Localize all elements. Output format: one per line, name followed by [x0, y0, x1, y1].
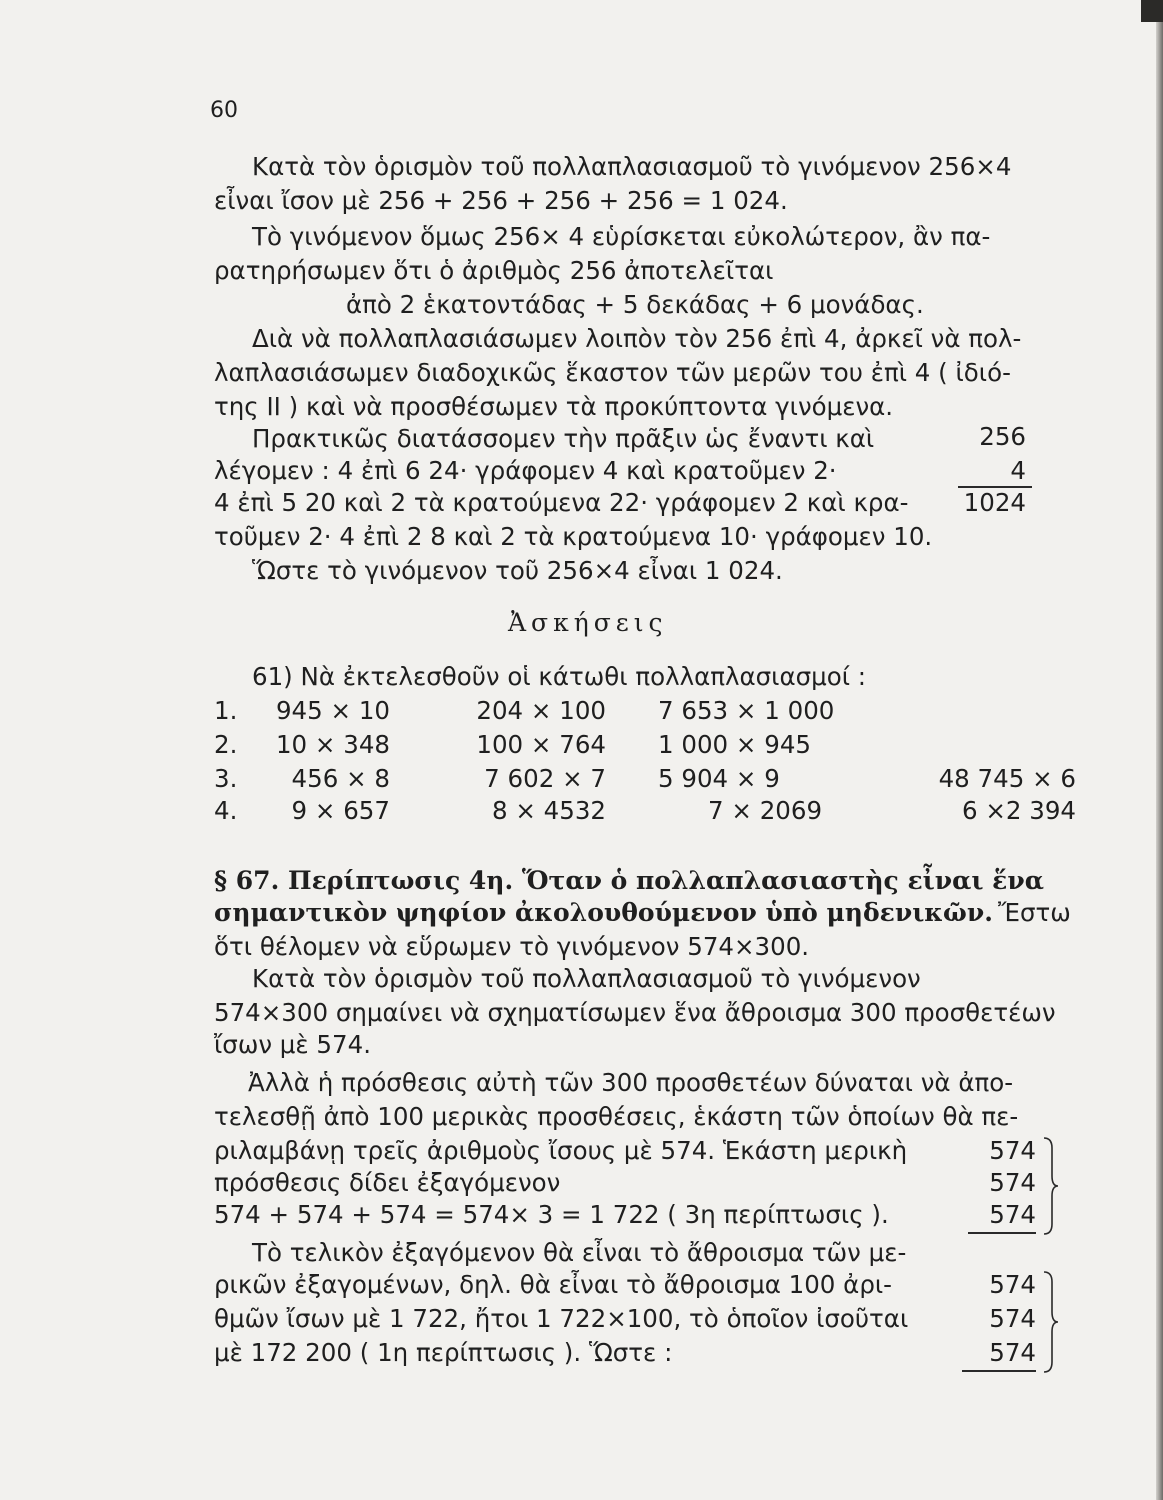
section-line-11: ρικῶν ἐξαγομένων, δηλ. θὰ εἶναι τὸ ἄθροισμα 100 ἀρι- — [214, 1270, 893, 1299]
intro-line-10: λέγομεν : 4 ἐπὶ 6 24· γράφομεν 4 καὶ κρατοῦμεν 2· — [214, 456, 837, 485]
section-line-1: ὅτι θέλομεν νὰ εὕρωμεν τὸ γινόμενον 574×300. — [214, 932, 810, 961]
intro-line-6: Διὰ νὰ πολλαπλασιάσωμεν λοιπὸν τὸν 256 ἐπὶ 4, ἀρκεῖ νὰ πολ- — [252, 324, 1022, 353]
intro-line-7: λαπλασιάσωμεν διαδοχικῶς ἕκαστον τῶν μερῶν του ἐπὶ 4 ( ἰδιό- — [214, 358, 1011, 387]
intro-line-9: Πρακτικῶς διατάσσομεν τὴν πρᾶξιν ὡς ἔναντι καὶ — [252, 424, 875, 453]
exercise-row-1-col-2: 204 × 100 — [476, 696, 606, 725]
section-line-7: ριλαμβάνῃ τρεῖς ἀριθμοὺς ἴσους μὲ 574. Ἑκάστη μερικὴ — [214, 1136, 908, 1165]
page-corner-mark — [1141, 0, 1163, 22]
exercise-row-2-col-2: 100 × 764 — [476, 730, 606, 759]
intro-line-3: Τὸ γινόμενον ὅμως 256× 4 εὑρίσκεται εὐκολώτερον, ἂν πα- — [252, 222, 991, 251]
addend-2-c: 574 — [989, 1338, 1036, 1367]
intro-line-4: ρατηρήσωμεν ὅτι ὁ ἀριθμὸς 256 ἀποτελεῖται — [214, 256, 774, 285]
section-line-6: τελεσθῇ ἀπὸ 100 μερικὰς προσθέσεις, ἑκάστη τῶν ὁποίων θὰ πε- — [214, 1102, 1019, 1131]
section-line-8: πρόσθεσις δίδει ἐξαγόμενον — [214, 1168, 561, 1197]
exercise-row-2-col-1: 10 × 348 — [275, 730, 390, 759]
section-line-9: 574 + 574 + 574 = 574× 3 = 1 722 ( 3η περίπτωσις ). — [214, 1200, 889, 1229]
calc-result: 1024 — [963, 488, 1026, 517]
right-brace-icon — [1040, 1136, 1060, 1236]
page-number: 60 — [210, 98, 238, 123]
exercise-row-1-col-3: 7 653 × 1 000 — [658, 696, 835, 725]
exercise-row-4-col-1: 9 × 657 — [291, 796, 390, 825]
exercise-row-2-num: 2. — [214, 730, 238, 759]
exercise-row-1-col-1: 945 × 10 — [275, 696, 390, 725]
section-heading-line-1: § 67. Περίπτωσις 4η. Ὅταν ὁ πολλαπλασιαστὴς εἶναι ἕνα — [214, 866, 1044, 895]
exercises-intro: 61) Νὰ ἐκτελεσθοῦν οἱ κάτωθι πολλαπλασιασμοί : — [252, 662, 867, 691]
exercise-row-4-col-4: 6 ×2 394 — [961, 796, 1076, 825]
addend-1-b: 574 — [989, 1168, 1036, 1197]
addend-1-c: 574 — [989, 1200, 1036, 1229]
exercise-row-2-col-3: 1 000 × 945 — [658, 730, 812, 759]
calc-multiplicand: 256 — [979, 422, 1026, 451]
exercise-row-4-col-3: 7 × 2069 — [708, 796, 823, 825]
calc-multiplier: 4 — [1010, 456, 1026, 485]
section-line-2: Κατὰ τὸν ὁρισμὸν τοῦ πολλαπλασιασμοῦ τὸ γινόμενον — [252, 964, 921, 993]
addend-1-a: 574 — [989, 1136, 1036, 1165]
intro-line-5: ἀπὸ 2 ἑκατοντάδας + 5 δεκάδας + 6 μονάδας. — [346, 290, 924, 319]
section-heading-line-2: σημαντικὸν ψηφίον ἀκολουθούμενον ὑπὸ μηδενικῶν. — [214, 898, 993, 927]
section-line-12: θμῶν ἴσων μὲ 1 722, ἤτοι 1 722×100, τὸ ὁποῖον ἰσοῦται — [214, 1304, 909, 1333]
exercise-row-3-col-1: 456 × 8 — [291, 764, 390, 793]
exercise-row-3-num: 3. — [214, 764, 238, 793]
intro-line-13: Ὥστε τὸ γινόμενον τοῦ 256×4 εἶναι 1 024. — [252, 556, 783, 585]
right-brace-icon — [1040, 1270, 1060, 1374]
exercise-row-4-col-2: 8 × 4532 — [491, 796, 606, 825]
section-heading-tail: Ἔστω — [998, 898, 1071, 927]
addend-2-rule — [962, 1370, 1036, 1372]
addend-2-b: 574 — [989, 1304, 1036, 1333]
intro-line-12: τοῦμεν 2· 4 ἐπὶ 2 8 καὶ 2 τὰ κρατούμενα 10· γράφομεν 10. — [214, 522, 933, 551]
exercise-row-3-col-2: 7 602 × 7 — [484, 764, 606, 793]
addend-2-a: 574 — [989, 1270, 1036, 1299]
section-line-10: Τὸ τελικὸν ἐξαγόμενον θὰ εἶναι τὸ ἄθροισμα τῶν με- — [252, 1238, 907, 1267]
section-line-4: ἴσων μὲ 574. — [214, 1030, 371, 1059]
exercises-title: Ἀσκήσεις — [508, 608, 668, 637]
exercise-row-3-col-3: 5 904 × 9 — [658, 764, 780, 793]
intro-line-11: 4 ἐπὶ 5 20 καὶ 2 τὰ κρατούμενα 22· γράφομεν 2 καὶ κρα- — [214, 488, 909, 517]
exercise-row-3-col-4: 48 745 × 6 — [938, 764, 1076, 793]
exercise-row-1-num: 1. — [214, 696, 238, 725]
section-line-5: Ἀλλὰ ἡ πρόσθεσις αὐτὴ τῶν 300 προσθετέων δύναται νὰ ἀπο- — [248, 1068, 1014, 1097]
exercise-row-4-num: 4. — [214, 796, 238, 825]
intro-line-2: εἶναι ἴσον μὲ 256 + 256 + 256 + 256 = 1 024. — [214, 186, 788, 215]
page-edge-shadow — [1156, 0, 1163, 1500]
section-line-3: 574×300 σημαίνει νὰ σχηματίσωμεν ἕνα ἄθροισμα 300 προσθετέων — [214, 998, 1056, 1027]
addend-1-rule — [968, 1232, 1036, 1234]
intro-line-1: Κατὰ τὸν ὁρισμὸν τοῦ πολλαπλασιασμοῦ τὸ γινόμενον 256×4 — [252, 152, 1012, 181]
section-line-13: μὲ 172 200 ( 1η περίπτωσις ). Ὥστε : — [214, 1338, 673, 1367]
intro-line-8: της ΙΙ ) καὶ νὰ προσθέσωμεν τὰ προκύπτοντα γινόμενα. — [214, 392, 894, 421]
